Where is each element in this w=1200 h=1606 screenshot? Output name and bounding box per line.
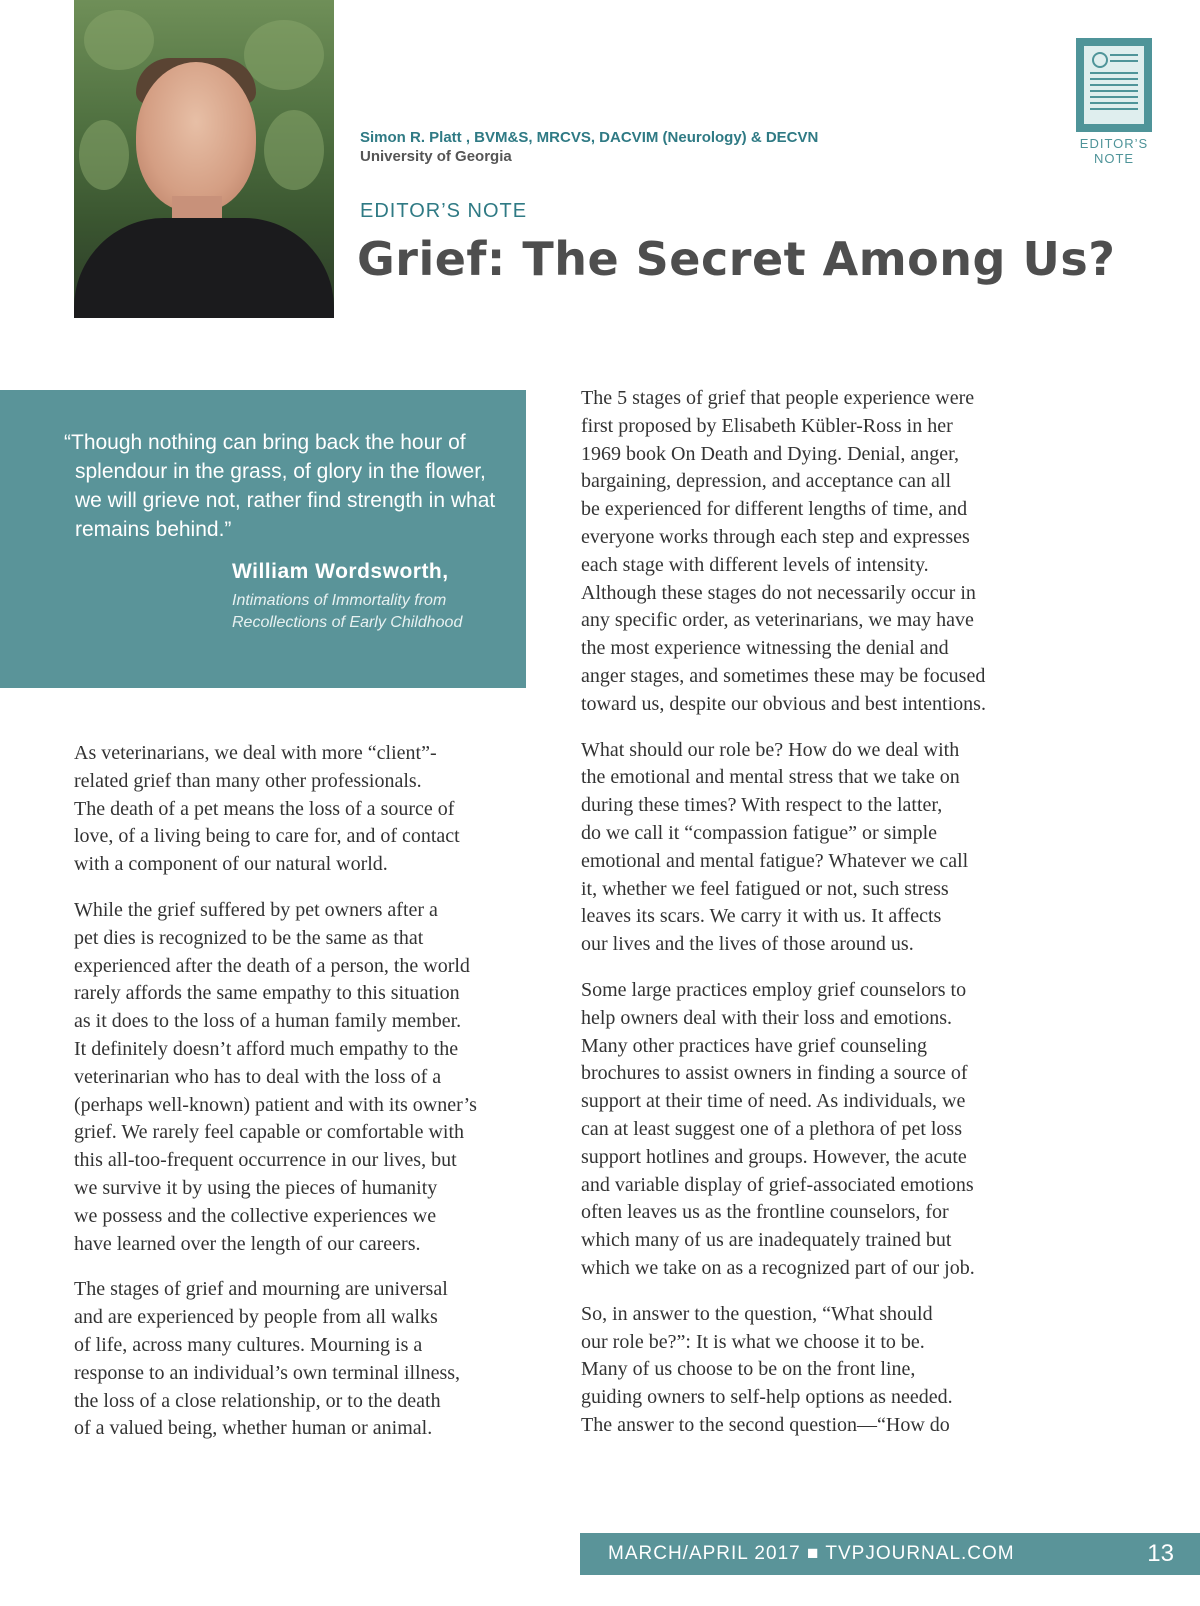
body-line: related grief than many other professionals. [74,769,422,792]
body-line: bargaining, depression, and acceptance can all [581,470,952,493]
body-line: of life, across many cultures. Mourning is a [74,1333,423,1356]
body-line: can at least suggest one of a plethora of pet loss [581,1117,962,1140]
body-line: be experienced for different lengths of time, and [581,498,968,521]
author-byline [360,128,818,166]
body-line: of a valued being, whether human or animal. [74,1417,433,1440]
badge-label-line: EDITOR’S [1079,136,1149,151]
body-line: emotional and mental fatigue? Whatever we call [581,849,969,872]
body-line: it, whether we feel fatigued or not, such stress [581,877,949,900]
body-line: Many other practices have grief counseling [581,1034,927,1057]
body-line: have learned over the length of our careers. [74,1232,421,1255]
body-line: leaves its scars. We carry it with us. It affects [581,905,942,928]
badge-label-line: NOTE [1093,151,1135,166]
body-line: we possess and the collective experiences we [74,1204,437,1227]
body-line: and are experienced by people from all walks [74,1306,438,1329]
body-line: and variable display of grief-associated emotions [581,1173,974,1196]
body-line: first proposed by Elisabeth Kübler-Ross in her [581,414,953,437]
body-paragraph [74,740,477,879]
body-paragraph [581,385,986,719]
body-paragraph [581,1301,986,1440]
body-line: we survive it by using the pieces of humanity [74,1176,438,1199]
footer-issue-and-site: MARCH/APRIL 2017 ■ TVPJOURNAL.COM [608,1543,1015,1564]
body-line: often leaves us as the frontline counselors, for [581,1201,949,1224]
body-line: While the grief suffered by pet owners after a [74,898,438,921]
body-line: Many of us choose to be on the front line, [581,1358,916,1381]
body-line: with a component of our natural world. [74,853,388,876]
body-paragraph [581,977,986,1283]
body-line: support hotlines and groups. However, the acute [581,1145,967,1168]
body-line: which we take on as a recognized part of our job. [581,1256,975,1279]
body-line: support at their time of need. As individuals, we [581,1090,966,1113]
body-line: which many of us are inadequately trained but [581,1229,952,1252]
body-line: brochures to assist owners in finding a source of [581,1062,968,1085]
body-line: our role be?”: It is what we choose it to be. [581,1330,925,1353]
body-line: do we call it “compassion fatigue” or simple [581,821,938,844]
body-line: response to an individual’s own terminal illness, [74,1361,461,1384]
section-kicker: EDITOR’S NOTE [360,200,528,222]
page-number: 13 [1147,1540,1174,1567]
body-line: during these times? With respect to the latter, [581,794,943,817]
newsletter-document-icon [1076,38,1152,132]
section-badge-label [1060,136,1168,166]
author-affiliation: University of Georgia [360,148,512,165]
pull-quote [0,390,526,688]
body-line: The death of a pet means the loss of a source of [74,797,455,820]
body-line: pet dies is recognized to be the same as that [74,926,424,949]
body-line: anger stages, and sometimes these may be focused [581,664,986,687]
body-line: everyone works through each step and expresses [581,525,970,548]
pull-quote-author: William Wordsworth, [232,560,449,583]
body-line: What should our role be? How do we deal with [581,738,960,761]
body-line: toward us, despite our obvious and best intentions. [581,692,986,715]
body-paragraph [74,1276,477,1443]
body-line: grief. We rarely feel capable or comfortable with [74,1121,465,1144]
body-line: any specific order, as veterinarians, we may have [581,609,974,632]
body-line: each stage with different levels of intensity. [581,553,929,576]
body-line: our lives and the lives of those around us. [581,933,914,956]
body-line: love, of a living being to care for, and of contact [74,825,460,848]
body-line: guiding owners to self-help options as needed. [581,1386,953,1409]
body-line: It definitely doesn’t afford much empathy to the [74,1037,459,1060]
body-column-right [581,385,986,1458]
pull-quote-source: Intimations of Immortality from Recollections of Early Childhood [232,592,463,631]
page-footer [580,1533,1200,1575]
body-line: the emotional and mental stress that we take on [581,766,960,789]
body-line: 1969 book On Death and Dying. Denial, anger, [581,442,959,465]
body-line: The 5 stages of grief that people experience were [581,387,975,409]
body-line: As veterinarians, we deal with more “client”- [74,742,437,764]
author-photo [74,0,334,318]
body-line: the loss of a close relationship, or to the death [74,1389,441,1412]
body-line: as it does to the loss of a human family member. [74,1010,462,1033]
body-line: (perhaps well-known) patient and with its owner’s [74,1093,477,1116]
body-line: The answer to the second question—“How do [581,1413,950,1436]
body-line: rarely affords the same empathy to this situation [74,982,460,1005]
body-line: experienced after the death of a person, the world [74,954,470,977]
body-paragraph [581,737,986,959]
pull-quote-text: “Though nothing can bring back the hour of splendour in the grass, of glory in the flower, we will grieve not, rather find strength in what remains behind.” [64,431,496,541]
body-column-left [74,740,477,1461]
author-name: Simon R. Platt , BVM&S, MRCVS, DACVIM (Neurology) & DECVN [360,129,819,146]
body-line: So, in answer to the question, “What should [581,1302,933,1325]
body-line: Although these stages do not necessarily occur in [581,581,976,604]
body-line: veterinarian who has to deal with the loss of a [74,1065,442,1088]
body-paragraph [74,897,477,1258]
body-line: Some large practices employ grief counselors to [581,978,967,1001]
body-line: this all-too-frequent occurrence in our lives, but [74,1149,457,1172]
body-line: The stages of grief and mourning are universal [74,1278,448,1301]
article-title: Grief: The Secret Among Us? [357,232,1116,286]
body-line: help owners deal with their loss and emotions. [581,1006,953,1029]
body-line: the most experience witnessing the denial and [581,637,949,660]
